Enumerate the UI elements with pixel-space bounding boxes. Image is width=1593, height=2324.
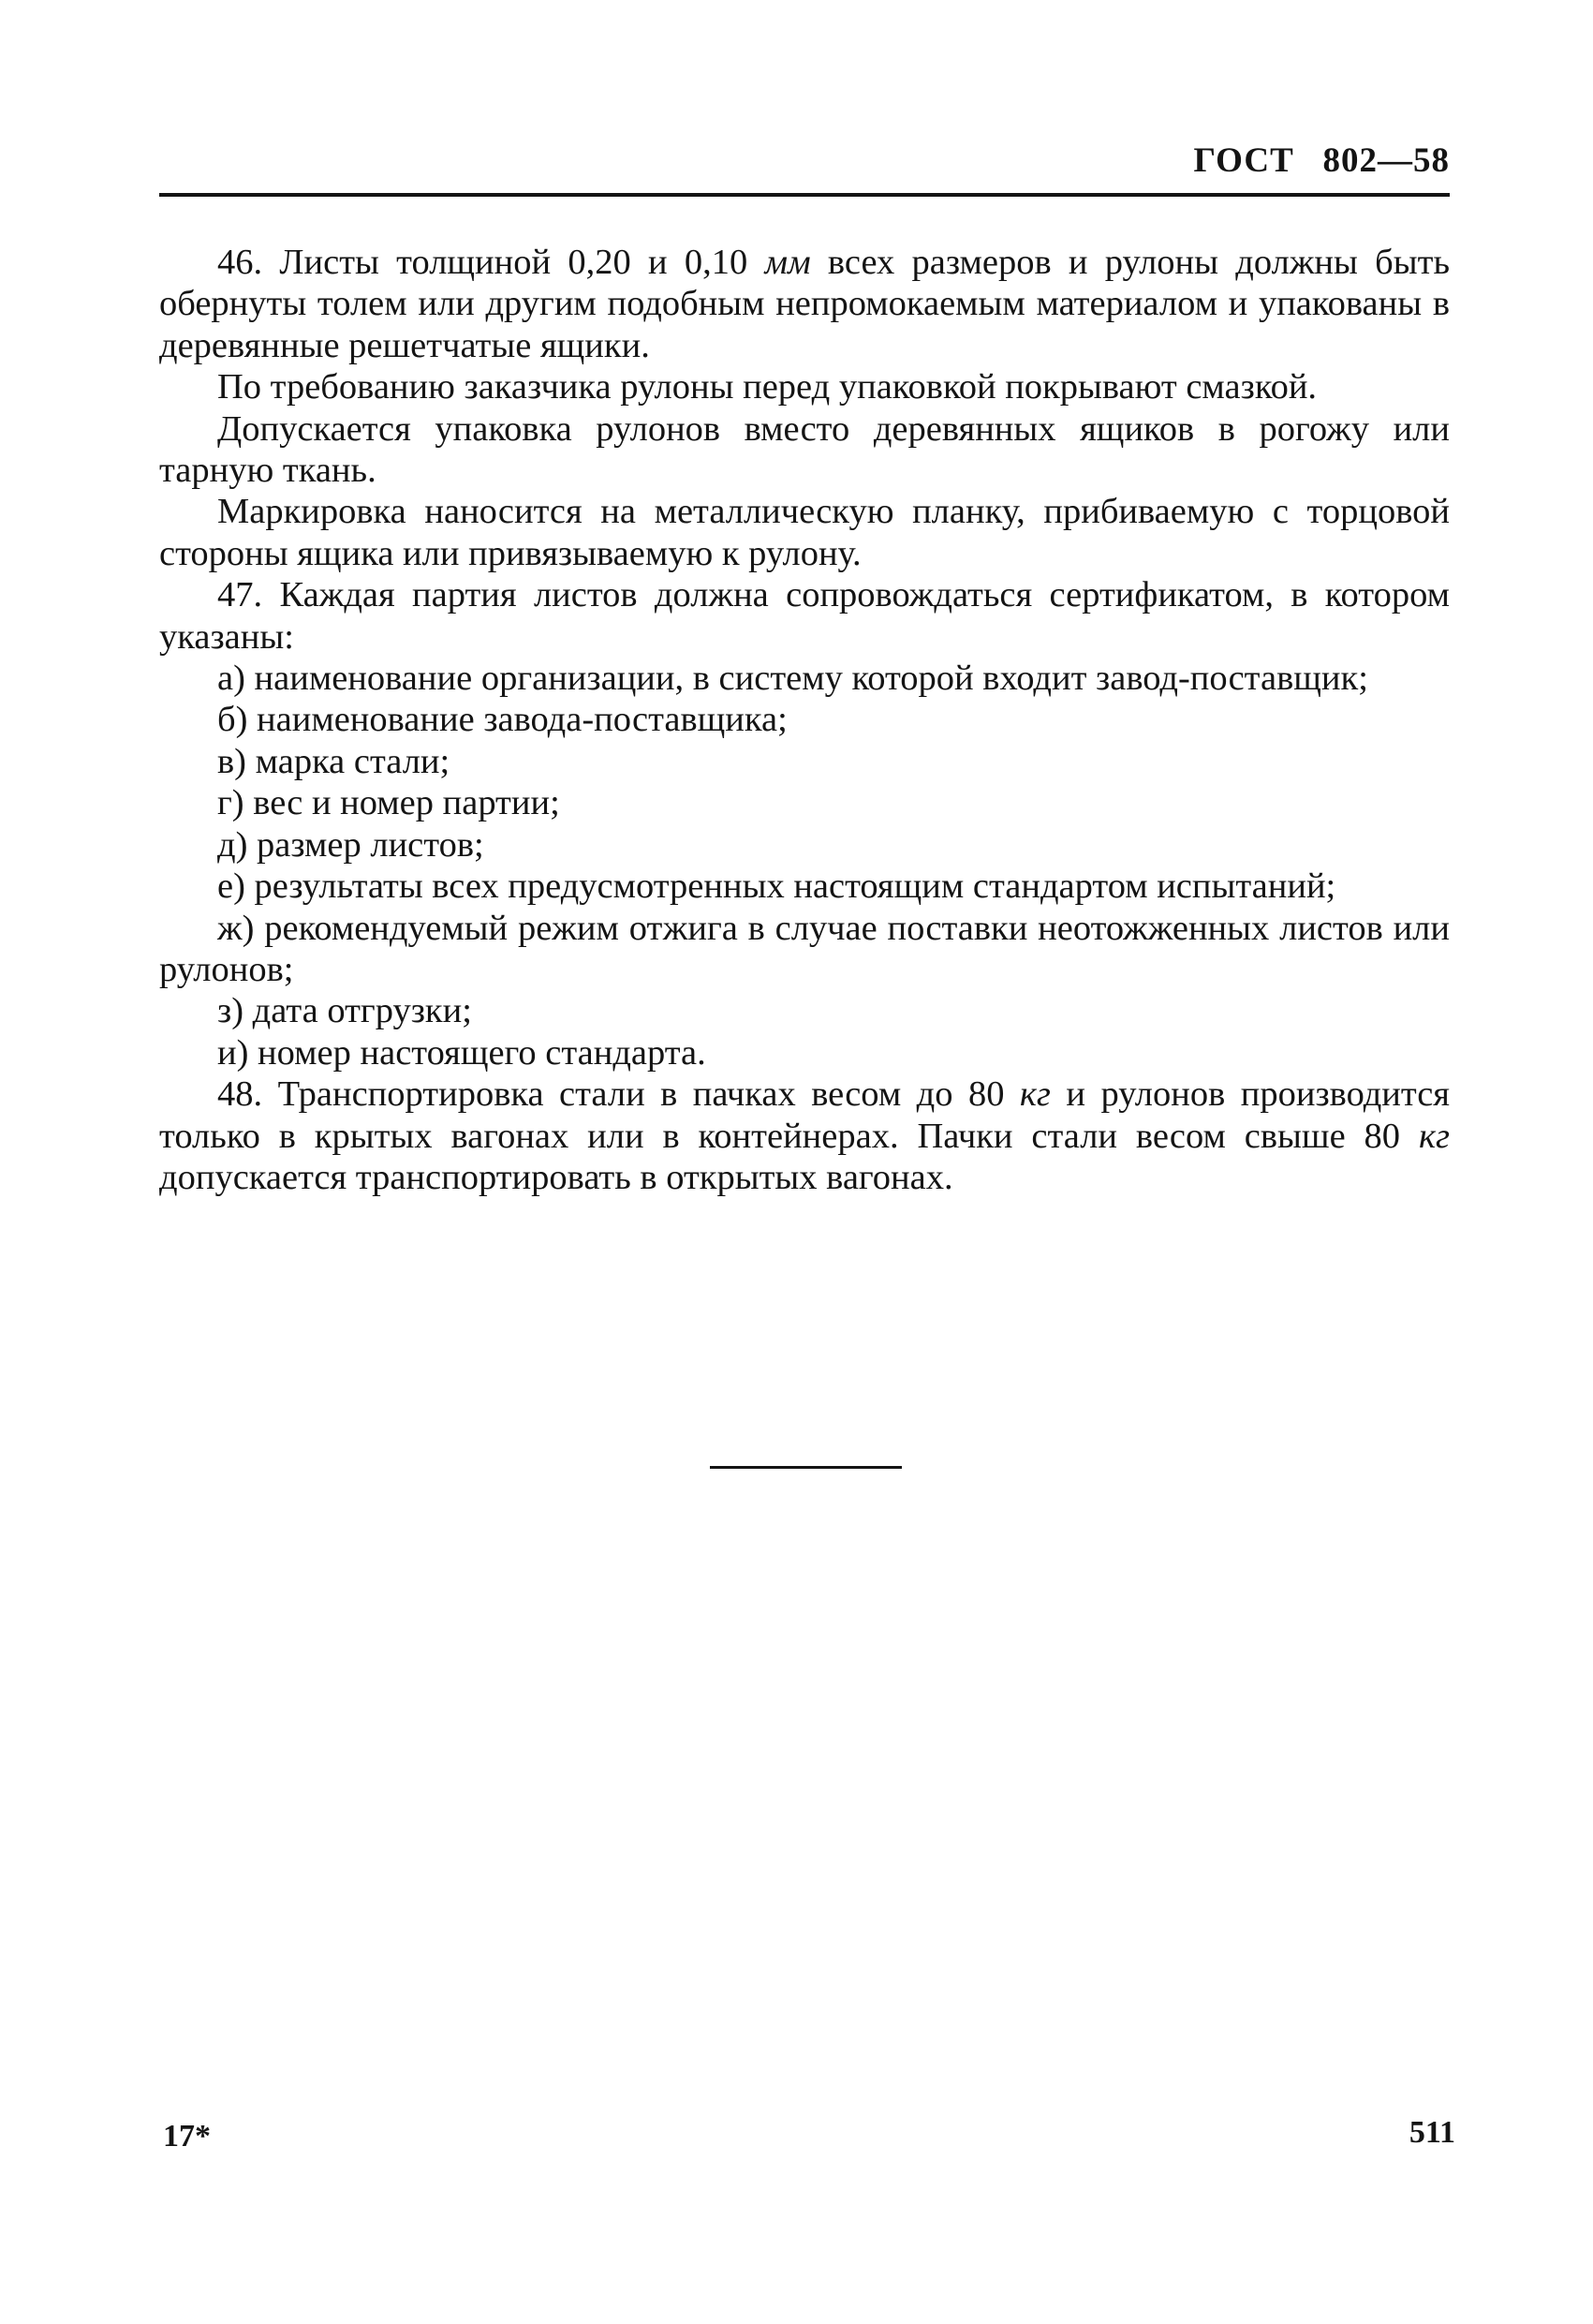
end-of-text-rule [710,1466,902,1469]
paragraph-46-marking: Маркировка наносится на металлическую планку, прибиваемую с торцовой стороны ящика или привязываемую к рулону. [159,492,1450,573]
document-code: ГОСТ 802—58 [1193,141,1450,180]
page-number: 511 [1409,2115,1455,2150]
paragraph-46-packing: Допускается упаковка рулонов вместо деревянных ящиков в рогожу или тарную ткань. [159,408,1450,491]
list-item: б) наименование завода-поставщика; [217,700,788,740]
paragraph-47: 47. Каждая партия листов должна сопровождаться сертификатом, в котором указаны: [159,575,1450,657]
list-item: в) марка стали; [217,741,450,781]
list-item: а) наименование организации, в систему которой входит завод-поставщик; [217,659,1368,699]
document-body [159,242,1450,1198]
list-item: ж) рекомендуемый режим отжига в случае поставки неотожженных листов или рулонов; [159,908,1450,989]
list-item: г) вес и номер партии; [217,783,560,823]
unit-mm: мм [764,243,811,282]
list-item: и) номер настоящего стандарта. [217,1032,706,1073]
page-header [159,141,1450,187]
paragraph-46: 46. Листы толщиной 0,20 и 0,10 мм всех размеров и рулоны должны быть обернуты толем или другим подобным непромокаемым материалом и упакованы в деревянные решетчатые ящики. [159,243,1451,365]
list-item: з) дата отгрузки; [217,991,472,1031]
signature-mark: 17* [163,2119,211,2154]
unit-kg: кг [1418,1116,1450,1156]
unit-kg: кг [1019,1074,1051,1115]
paragraph-48: 48. Транспортировка стали в пачках весом до 80 кг и рулонов производится только в крытых вагонах или в контейнерах. Пачки стали весом свыше 80 кг допускается транспортировать в открытых вагонах. [159,1074,1450,1197]
list-item: д) размер листов; [217,824,484,865]
paragraph-46-lubrication: По требованию заказчика рулоны перед упаковкой покрывают смазкой. [217,367,1318,407]
list-item: е) результаты всех предусмотренных настоящим стандартом испытаний; [217,866,1336,907]
header-rule [159,193,1450,197]
